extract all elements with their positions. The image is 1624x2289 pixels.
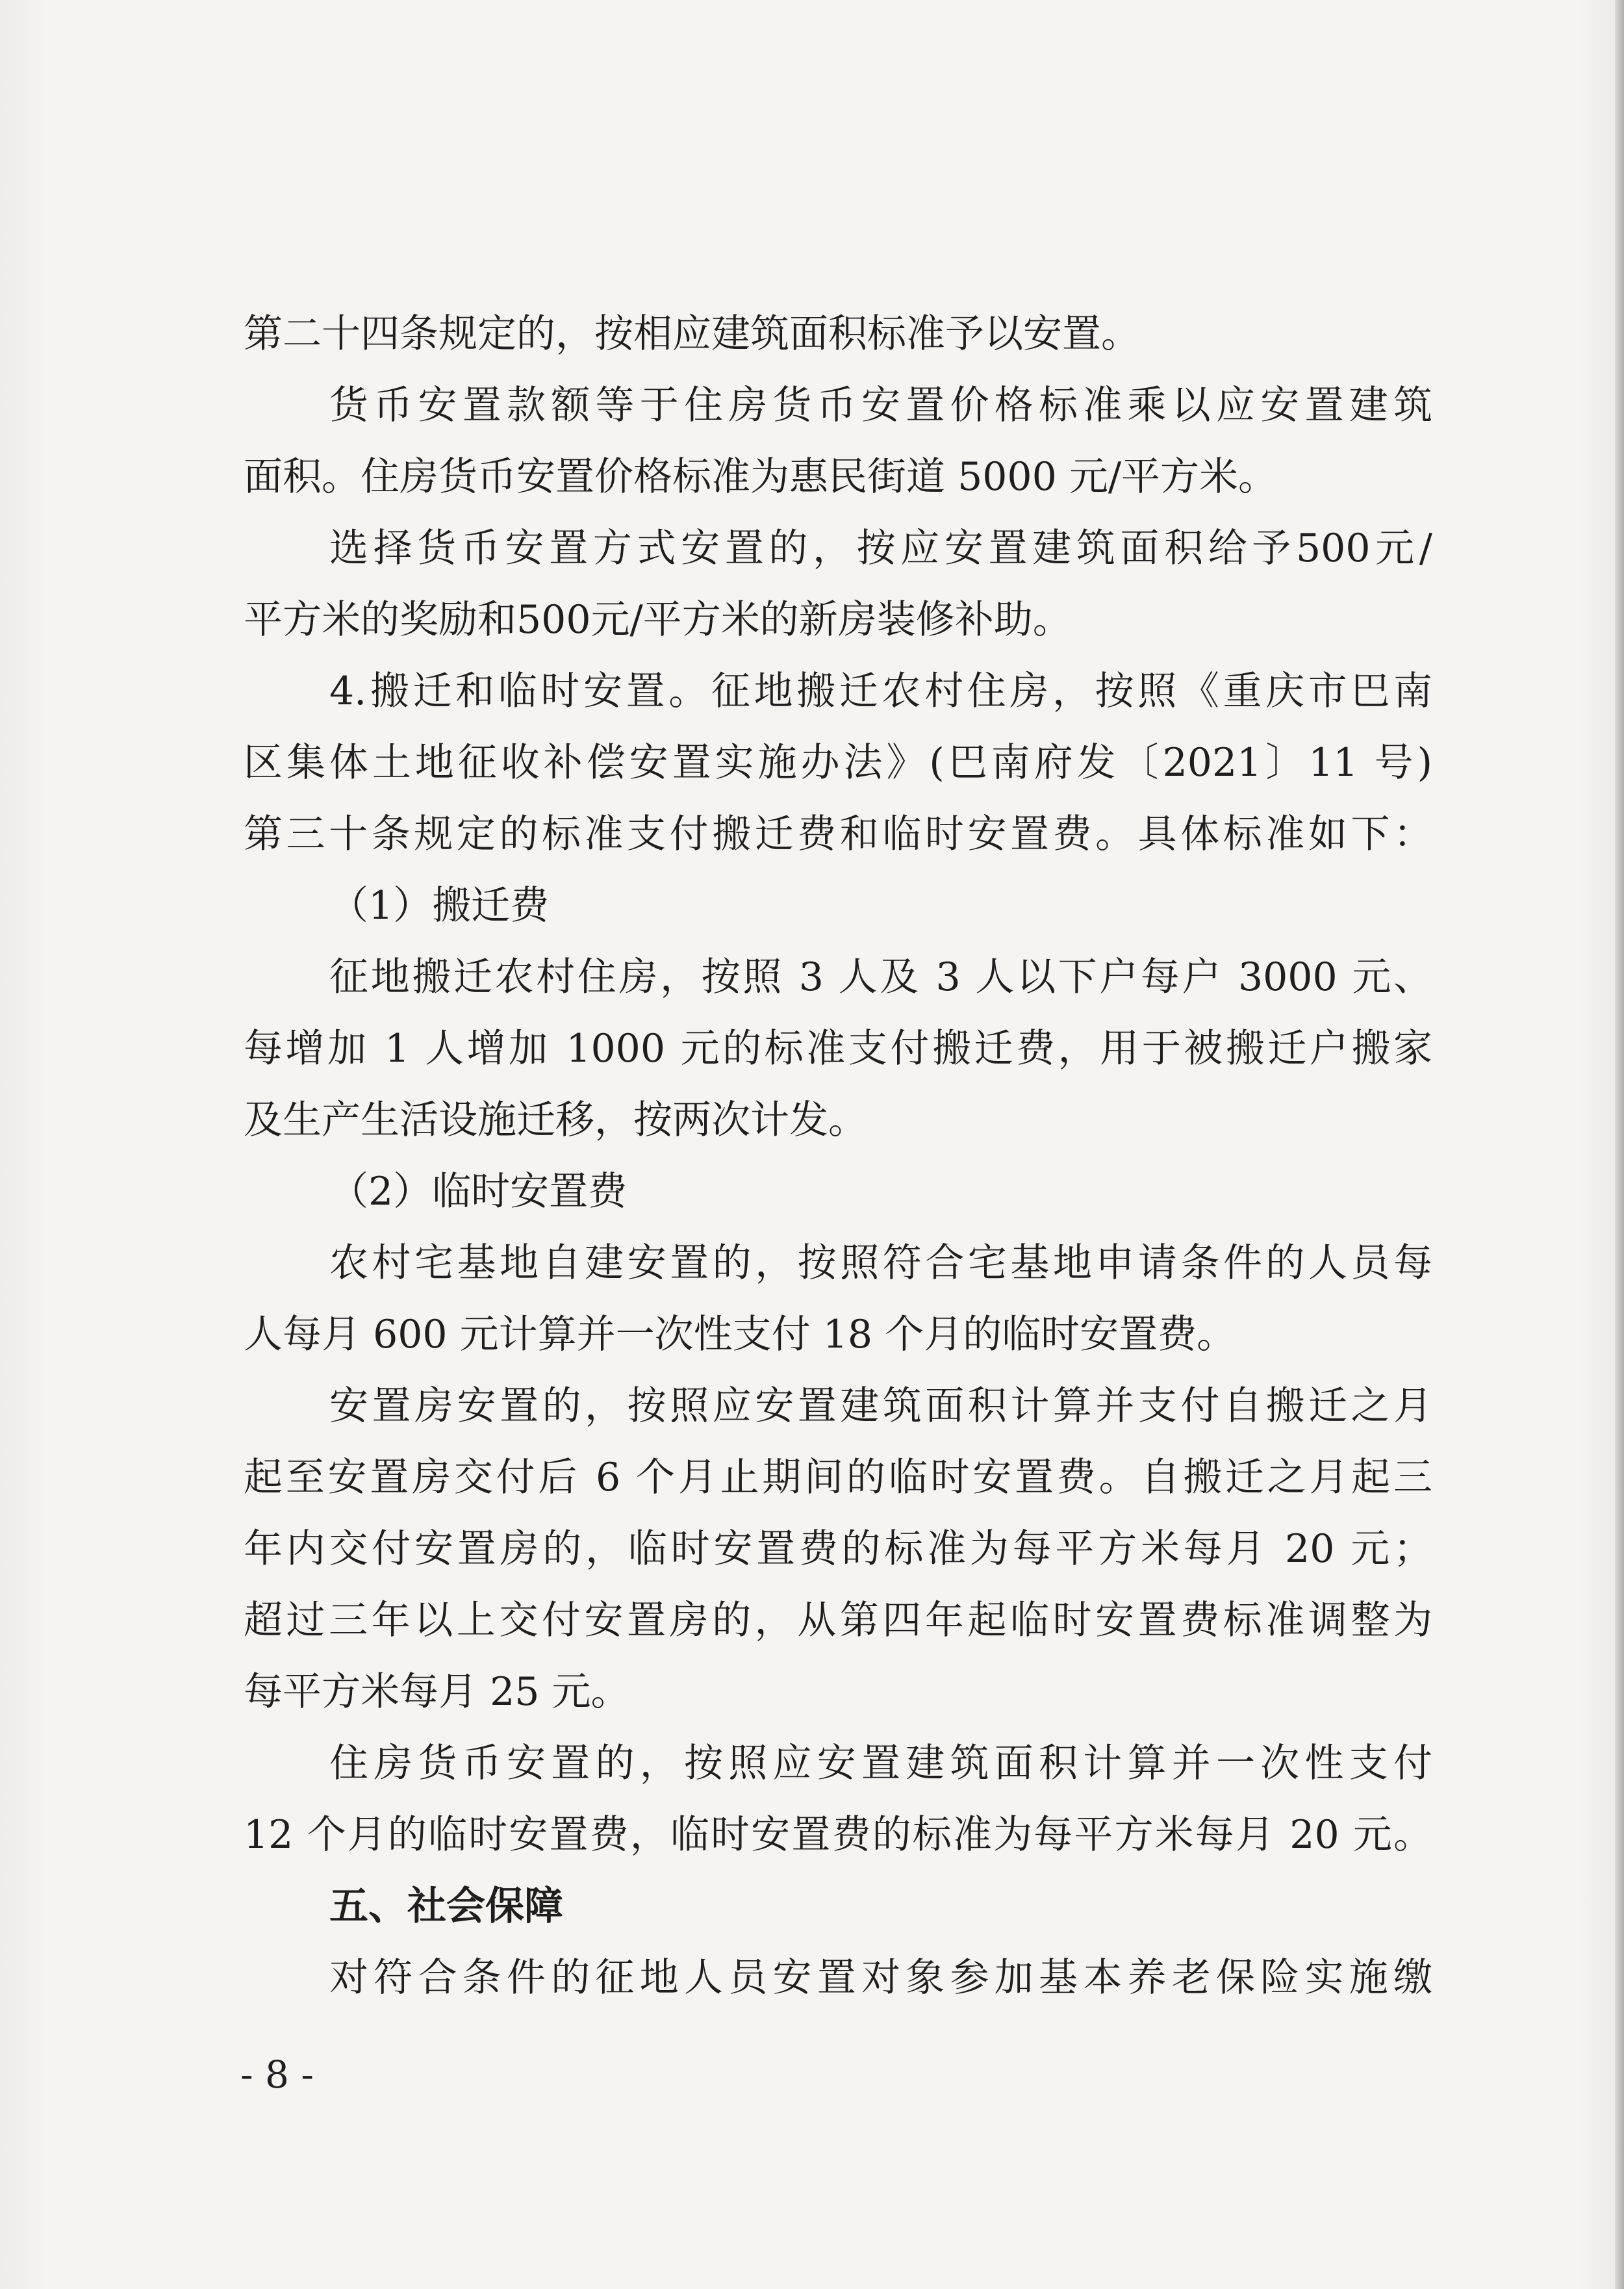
- body-line: 平方米的奖励和500元/平方米的新房装修补助。: [244, 597, 1072, 643]
- body-line: 4.搬迁和临时安置。征地搬迁农村住房，按照《重庆市巴南: [329, 669, 1432, 714]
- body-line: 每增加 1 人增加 1000 元的标准支付搬迁费，用于被搬迁户搬家: [244, 1026, 1432, 1071]
- body-line: 人每月 600 元计算并一次性支付 18 个月的临时安置费。: [244, 1312, 1236, 1357]
- body-line: 选择货币安置方式安置的，按应安置建筑面积给予500元/: [329, 526, 1432, 571]
- body-line: 面积。住房货币安置价格标准为惠民街道 5000 元/平方米。: [244, 454, 1278, 500]
- body-line: 安置房安置的，按照应安置建筑面积计算并支付自搬迁之月: [329, 1383, 1432, 1429]
- scan-edge: [1615, 0, 1624, 2289]
- section-heading: 五、社会保障: [329, 1884, 563, 1929]
- subsection-heading: （1）搬迁费: [329, 883, 550, 928]
- body-line: 征地搬迁农村住房，按照 3 人及 3 人以下户每户 3000 元、: [329, 954, 1432, 1000]
- body-line: 住房货币安置的，按照应安置建筑面积计算并一次性支付: [329, 1741, 1432, 1786]
- page-number: - 8 -: [240, 2052, 314, 2097]
- body-line: 区集体土地征收补偿安置实施办法》(巴南府发〔2021〕11 号): [244, 740, 1432, 786]
- body-line: 货币安置款额等于住房货币安置价格标准乘以应安置建筑: [329, 383, 1432, 428]
- body-line: 起至安置房交付后 6 个月止期间的临时安置费。自搬迁之月起三: [244, 1455, 1432, 1500]
- body-line: 第二十四条规定的，按相应建筑面积标准予以安置。: [244, 311, 1140, 357]
- body-line: 对符合条件的征地人员安置对象参加基本养老保险实施缴: [329, 1955, 1432, 2001]
- body-line: 12 个月的临时安置费，临时安置费的标准为每平方米每月 20 元。: [244, 1812, 1432, 1858]
- body-line: 每平方米每月 25 元。: [244, 1669, 630, 1715]
- body-line: 年内交付安置房的，临时安置费的标准为每平方米每月 20 元；: [244, 1526, 1432, 1572]
- subsection-heading: （2）临时安置费: [329, 1169, 628, 1214]
- body-line: 农村宅基地自建安置的，按照符合宅基地申请条件的人员每: [329, 1240, 1432, 1286]
- body-line: 第三十条规定的标准支付搬迁费和临时安置费。具体标准如下：: [244, 812, 1432, 857]
- body-line: 超过三年以上交付安置房的，从第四年起临时安置费标准调整为: [244, 1598, 1432, 1643]
- body-line: 及生产生活设施迁移，按两次计发。: [244, 1097, 867, 1143]
